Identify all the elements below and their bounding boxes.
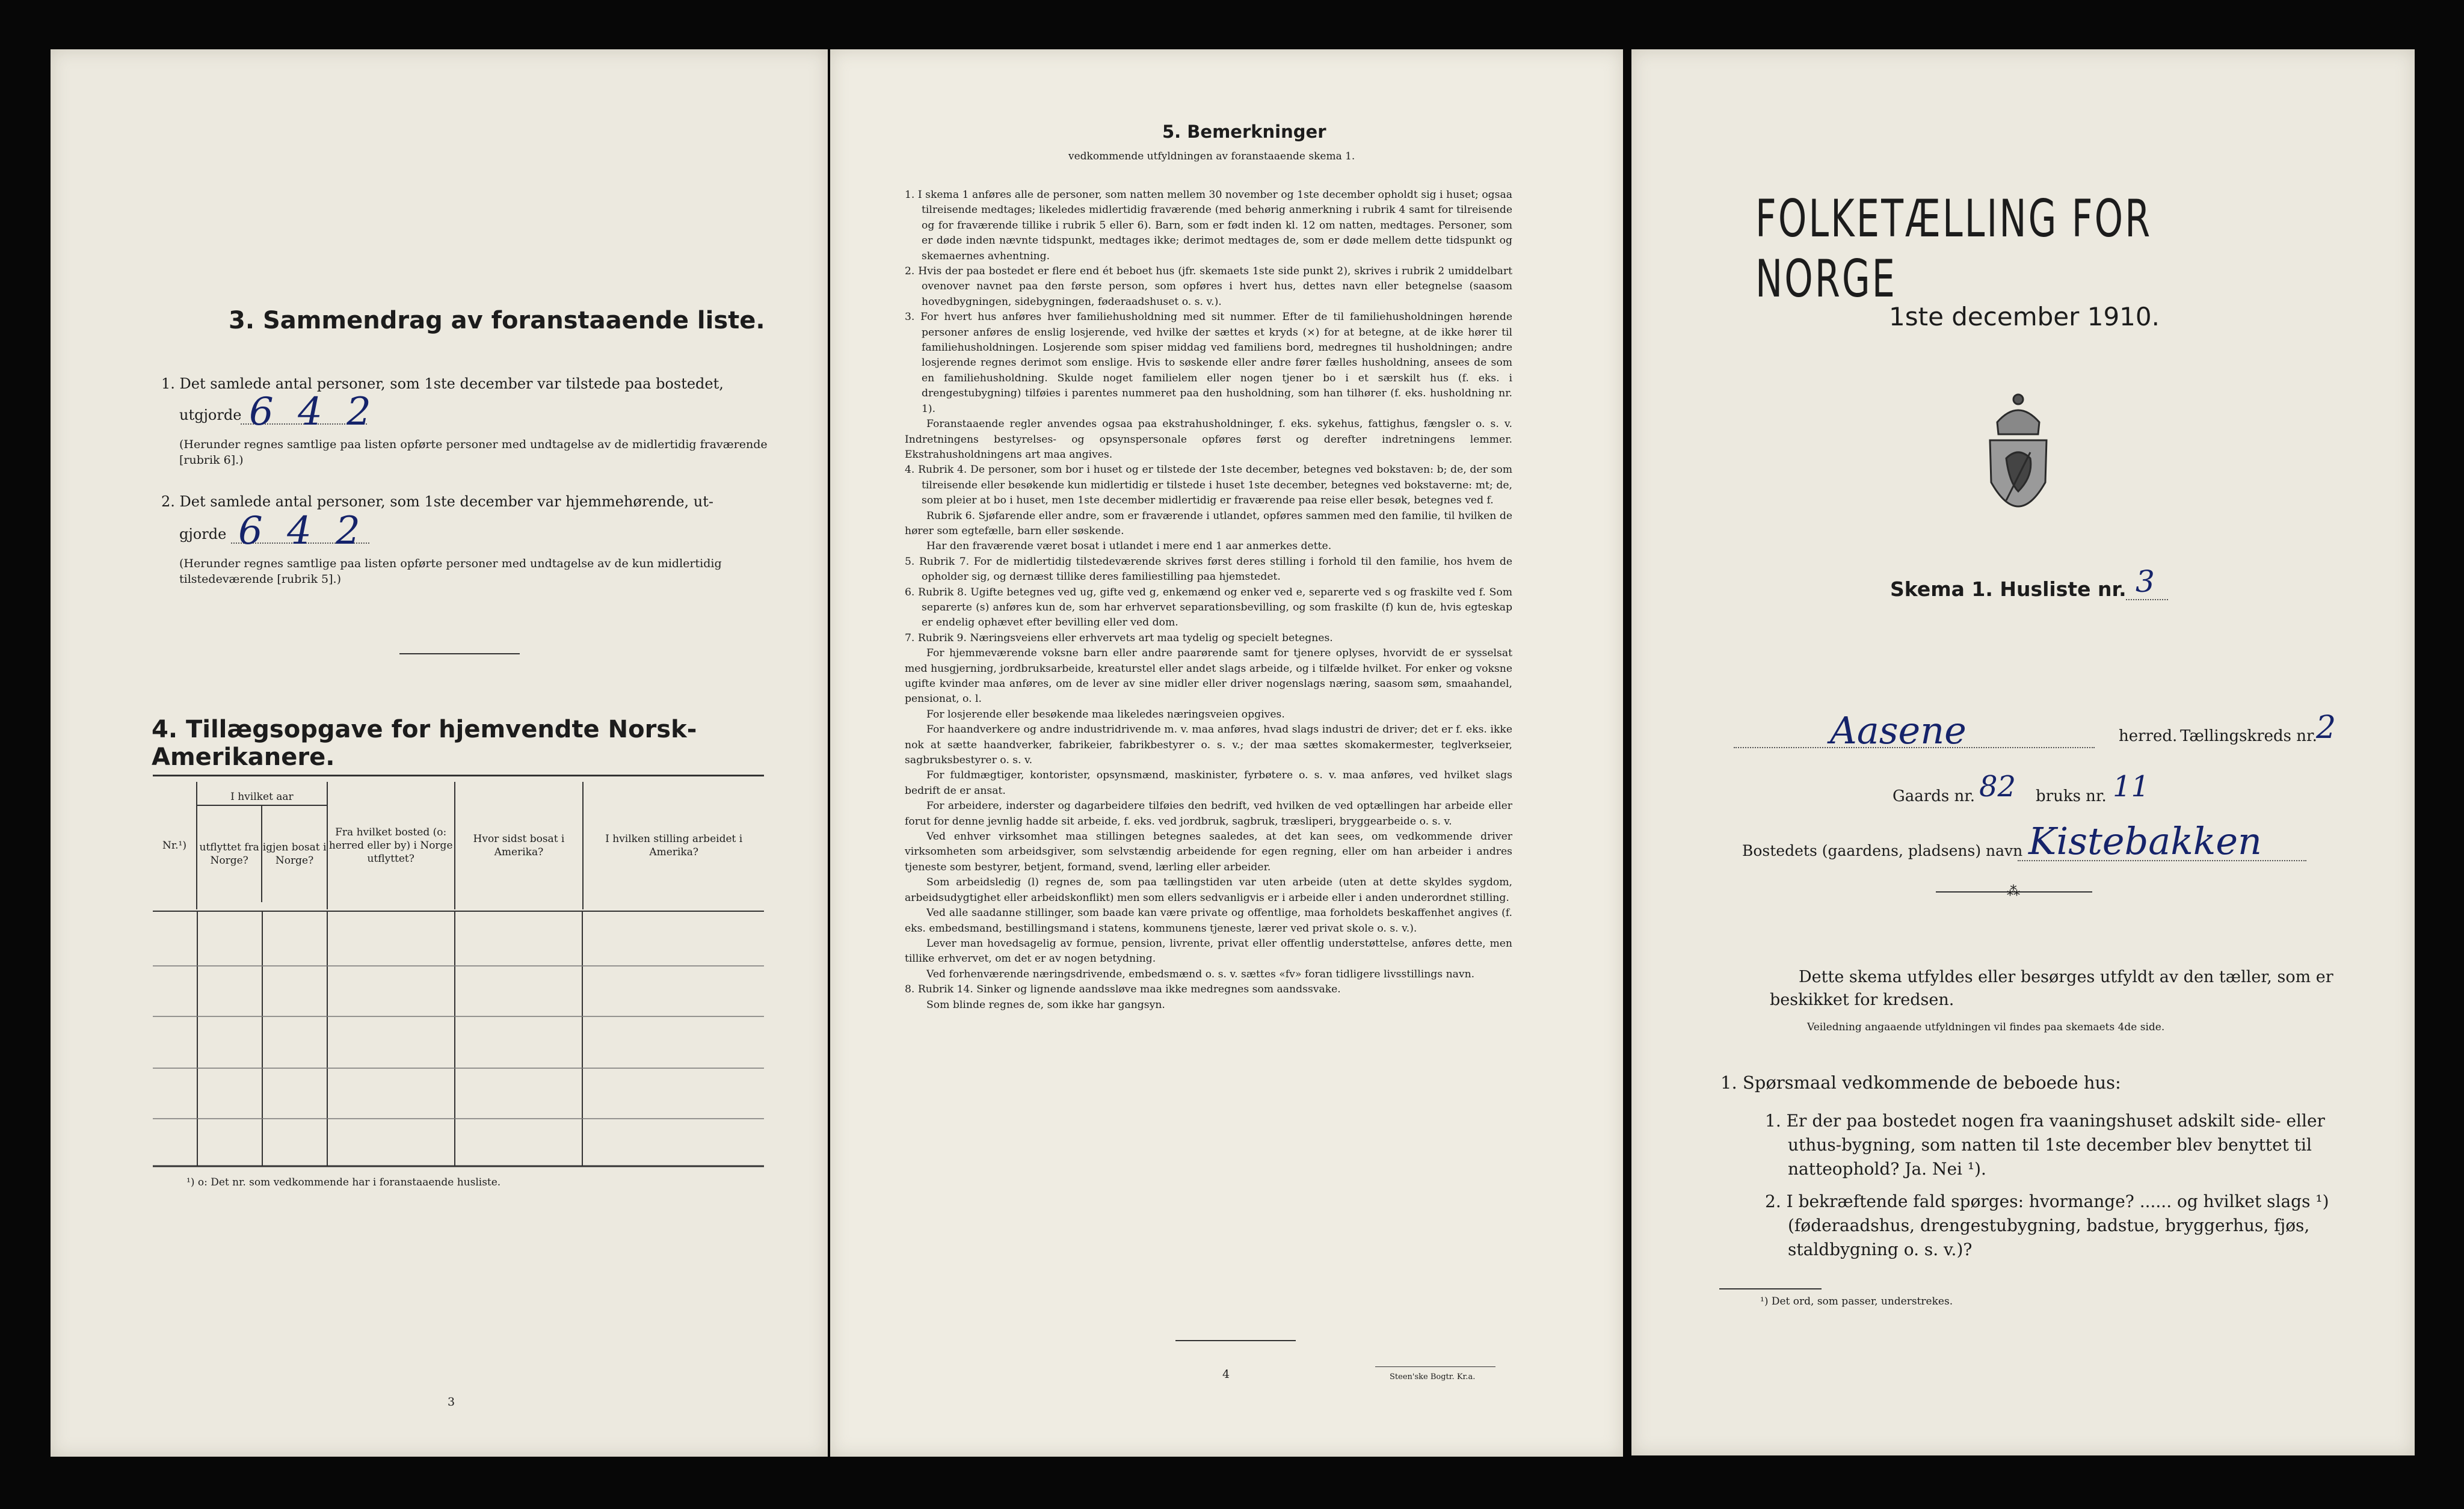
kreds-value: 2 — [2316, 710, 2336, 746]
col-header-group — [197, 782, 327, 909]
table-top-rule — [153, 775, 764, 776]
bruks-label: bruks nr. — [2036, 787, 2107, 805]
remark-item: 2. Hvis der paa bostedet er flere end ét beboet hus (jfr. skemaets 1ste side punkt 2), skrives i rubrik 2 umiddelbart ovenover navnet paa den første person, som opføres i hvert hus, dettes navn eller betegnelse (saasom hovedbygningen, sidebygningen, føderaadshuset o. s. v.). — [905, 265, 1512, 308]
coat-of-arms-icon — [1973, 386, 2063, 530]
question-hvormange: 2. I bekræftende fald spørges: hvormange? ...... og hvilket slags ¹) (føderaadshus, drengestubygning, badstue, bryggerhus, fjøs, staldbygning o. s. v.)? — [1765, 1191, 2329, 1259]
remarks-subheading: vedkommende utfyldningen av foranstaaende skema 1. — [1068, 150, 1355, 162]
form-date: 1ste december 1910. — [1889, 302, 2160, 331]
page-number-4: 4 — [1222, 1368, 1230, 1381]
section-4-heading: 4. Tillægsopgave for hjemvendte Norsk-Amerikanere. — [152, 716, 697, 771]
remark-item: For arbeidere, inderster og dagarbeidere tilføies den bedrift, ved hvilken de ved optællingen har arbeide eller forut for denne jevnlig hadde sit arbeide, f. eks. ved jordbruk, sagbruk, træsliperi, bryggearbeide o. s. v. — [905, 800, 1512, 828]
table-body-grid — [153, 911, 764, 1169]
question-2-value: 6 4 2 — [238, 509, 366, 553]
section-3-heading: 3. Sammendrag av foranstaaende liste. — [229, 307, 765, 334]
left-page — [51, 49, 828, 1457]
remark-item: For hjemmeværende voksne barn eller andre paarørende samt for tjenere oplyses, hvorvidt de er sysselsat med husgjerning, jordbruksarbeide, kreaturstel eller andet slags arbeide, og i tilfælde hvilket. For enker og voksne ugifte kvinder maa anføres, om de lever av sine midler eller driver nogenslags næring, saasom søm, smaahandel, pensionat, o. l. — [905, 647, 1512, 705]
question-1-value: 6 4 2 — [249, 390, 377, 434]
right-page — [1631, 49, 2415, 1455]
remarks-body — [905, 188, 1512, 1013]
remark-item: Har den fraværende været bosat i utlandet i mere end 1 aar anmerkes dette. — [926, 540, 1332, 553]
table-footnote: ¹) o: Det nr. som vedkommende har i foranstaaende husliste. — [186, 1176, 501, 1188]
question-2-text: 2. Det samlede antal personer, som 1ste december var hjemmehørende, ut- — [161, 493, 713, 510]
bosted-label: Bostedets (gaardens, pladsens) navn — [1742, 842, 2023, 859]
section-1-heading: 1. Spørsmaal vedkommende de beboede hus: — [1720, 1072, 2121, 1093]
remark-item: 1. I skema 1 anføres alle de personer, som natten mellem 30 november og 1ste december opholdt sig i huset; ogsaa tilreisende medtages; likeledes midlertidig fraværende (med behørig anmerkning i rubrik 4 samt for tilreisende og for fraværende tillike i rubrik 5 eller 6). Barn, som er født inden kl. 12 om natten, medtages. Personer, som er døde inden nævnte tidspunkt, medtages ikke; derimot medtages de, som er døde mellem dette tidspunkt og skemaernes avhentning. — [905, 189, 1512, 262]
guidance-text: Veiledning angaaende utfyldningen vil findes paa skemaets 4de side. — [1807, 1021, 2165, 1033]
remark-item: 7. Rubrik 9. Næringsveiens eller erhvervets art maa tydelig og specielt betegnes. — [905, 632, 1333, 644]
remark-item: Ved forhenværende næringsdrivende, embedsmænd o. s. v. sættes «fv» foran tidligere livsstillings navn. — [926, 968, 1475, 980]
husliste-nr-line — [2126, 598, 2168, 600]
remark-item: 3. For hvert hus anføres hver familiehusholdning med sit nummer. Efter de til familiehusholdningen hørende personer anføres de enslig losjerende, ved hvilke der sættes et kryds (×) for at betegne, at de ikke hører til familiehusholdningen. Losjerende som spiser middag ved familiens bord, medregnes til husholdningen; andre losjerende regnes derimot som enslige. Hvis to søskende eller andre fører fælles husholdning, ansees de som en familiehusholdning. Skulde noget familielem eller nogen tjener bo i et særskilt hus (f. eks. i drengestubygning) tilføies i parentes nummeret paa den husholdning, som han tilhører (f. eks. husholdning nr. 1). — [905, 311, 1512, 415]
middle-page — [830, 49, 1623, 1457]
remark-item: Rubrik 6. Sjøfarende eller andre, som er fraværende i utlandet, opføres sammen med den familie, til hvilken de hører som egtefælle, barn eller søskende. — [905, 509, 1512, 537]
herred-label: herred. — [2119, 727, 2178, 745]
remark-item: Ved enhver virksomhet maa stillingen betegnes saaledes, at det kan sees, om vedkommende driver virksomheten som arbeidsgiver, som selvstændig arbeidende for egen regning, eller om han arbeider i andres tjeneste som bestyrer, betjent, formand, svend, lærling eller arbeider. — [905, 831, 1512, 873]
middle-divider — [1175, 1340, 1296, 1341]
remark-item: For losjerende eller besøkende maa likeledes næringsveien opgives. — [926, 708, 1285, 721]
remark-item: Som arbeidsledig (l) regnes de, som paa tællingstiden var uten arbeide (uten at dette skyldes sygdom, arbeidsudygtighet eller arbeidskonflikt) men som ellers sedvanligvis er i arbeide eller i anden underordnet stilling. — [905, 876, 1512, 904]
form-title: FOLKETÆLLING FOR NORGE — [1755, 189, 2152, 309]
question-2-utgjorde: gjorde — [179, 526, 227, 542]
remark-item: Ved alle saadanne stillinger, som baade kan være private og offentlige, maa forholdets beskaffenhet angives (f. eks. embedsmand, bestillingsmand i statens, kommunens tjeneste, lærer ved privat skole o. s. v.). — [905, 907, 1512, 935]
gaards-value: 82 — [1979, 770, 2016, 804]
remark-item: Lever man hovedsagelig av formue, pension, livrente, privat eller offentlig understøttelse, anføres dette, men tillike erhvervet, om det er av nogen betydning. — [905, 937, 1512, 965]
bosted-value: Kistebakken — [2028, 819, 2262, 863]
question-1-text: 1. Det samlede antal personer, som 1ste december var tilstede paa bostedet, — [161, 375, 724, 392]
remark-item: 8. Rubrik 14. Sinker og lignende aandssløve maa ikke medregnes som aandssvake. — [905, 983, 1341, 996]
question-natteophold: 1. Er der paa bostedet nogen fra vaaningshuset adskilt side- eller uthus-bygning, som natten til 1ste december blev benyttet til natteophold? Ja. Nei ¹). — [1765, 1111, 2325, 1179]
husliste-nr-value: 3 — [2136, 564, 2155, 599]
printer-mark: Steen'ske Bogtr. Kr.a. — [1390, 1372, 1476, 1381]
remark-item: 5. Rubrik 7. For de midlertidig tilstedeværende skrives først deres stilling i forhold til den familie, hos hvem de opholder sig, og dernæst tillike deres familiestilling paa hjemstedet. — [905, 555, 1512, 583]
col-header-utflyttet: utflyttet fra Norge? — [197, 806, 262, 902]
right-footnote: ¹) Det ord, som passer, understrekes. — [1760, 1295, 1953, 1308]
remark-item: Som blinde regnes de, som ikke har gangsyn. — [926, 998, 1165, 1011]
col-header-stilling: I hvilken stilling arbeidet i Amerika? — [583, 782, 764, 909]
remark-item: 6. Rubrik 8. Ugifte betegnes ved ug, gifte ved g, enkemænd og enker ved e, separerte ved s og fraskilte ved f. Som separerte (s) anføres kun de, som har erhvervet separationsbevilling, og som fraskilte (f) kun de, hvis egteskap er endelig ophævet efter bevilling eller ved dom. — [905, 586, 1512, 629]
kreds-label: Tællingskreds nr. — [2180, 727, 2317, 745]
remark-item: 4. Rubrik 4. De personer, som bor i huset og er tilstede der 1ste december, betegnes ved bokstaven: b; de, der som tilreisende eller besøkende kun midlertidig er tilstede i huset 1ste december, betegnes ved bokstaverne: mt; de, som pleier at bo i huset, men 1ste december midlertidig er fraværende paa reise eller besøk, betegnes ved f. — [905, 464, 1512, 507]
bruks-value: 11 — [2113, 770, 2150, 804]
norsk-amerikanere-table — [153, 782, 764, 909]
gaards-label: Gaards nr. — [1893, 787, 1976, 805]
col-header-i-hvilket-aar: I hvilket aar — [197, 789, 327, 806]
question-1-utgjorde: utgjorde — [179, 407, 242, 423]
remark-item: For haandverkere og andre industridrivende m. v. maa anføres, hvad slags industri de driver; det er f. eks. ikke nok at sætte haandverker, fabrikeier, fabrikbestyrer o. s. v.; der maa sættes skomakermester, teglverkseier, sagbruksbestyrer o. s. v. — [905, 724, 1512, 767]
col-header-sidst: Hvor sidst bosat i Amerika? — [455, 782, 584, 909]
footnote-rule — [1719, 1288, 1822, 1289]
page-number-3: 3 — [448, 1395, 455, 1409]
herred-value: Aasene — [1830, 708, 1967, 752]
ornament-icon: ⁂ — [2007, 884, 2020, 899]
skema-label: Skema 1. Husliste nr. — [1890, 577, 2127, 601]
col-header-nr: Nr.¹) — [162, 840, 186, 852]
remark-item: For fuldmægtiger, kontorister, opsynsmænd, maskinister, fyrbøtere o. s. v. maa anføres, ved hvilket slags bedrift de er ansat. — [905, 769, 1512, 797]
remarks-heading: 5. Bemerkninger — [1162, 121, 1326, 142]
divider — [399, 653, 520, 654]
col-header-bosted: Fra hvilket bosted (o: herred eller by) i Norge utflyttet? — [327, 782, 455, 909]
question-2-note: (Herunder regnes samtlige paa listen opførte personer med undtagelse av de kun midlertidig tilstedeværende [rubrik 5].) — [179, 557, 722, 586]
remark-item: Foranstaaende regler anvendes ogsaa paa ekstrahusholdninger, f. eks. sykehus, fattighus, fængsler o. s. v. Indretningens bestyrelses- og opsynspersonale opføres først og derefter indretningens lemmer. Ekstrahusholdningens art maa angives. — [905, 418, 1512, 461]
printer-rule — [1375, 1366, 1495, 1367]
instructions-text: Dette skema utfyldes eller besørges utfyldt av den tæller, som er beskikket for kredsen. — [1770, 968, 2333, 1009]
col-header-igjen: igjen bosat i Norge? — [262, 841, 327, 867]
question-1-note: (Herunder regnes samtlige paa listen opførte personer med undtagelse av de midlertidig fraværende [rubrik 6].) — [179, 438, 768, 467]
